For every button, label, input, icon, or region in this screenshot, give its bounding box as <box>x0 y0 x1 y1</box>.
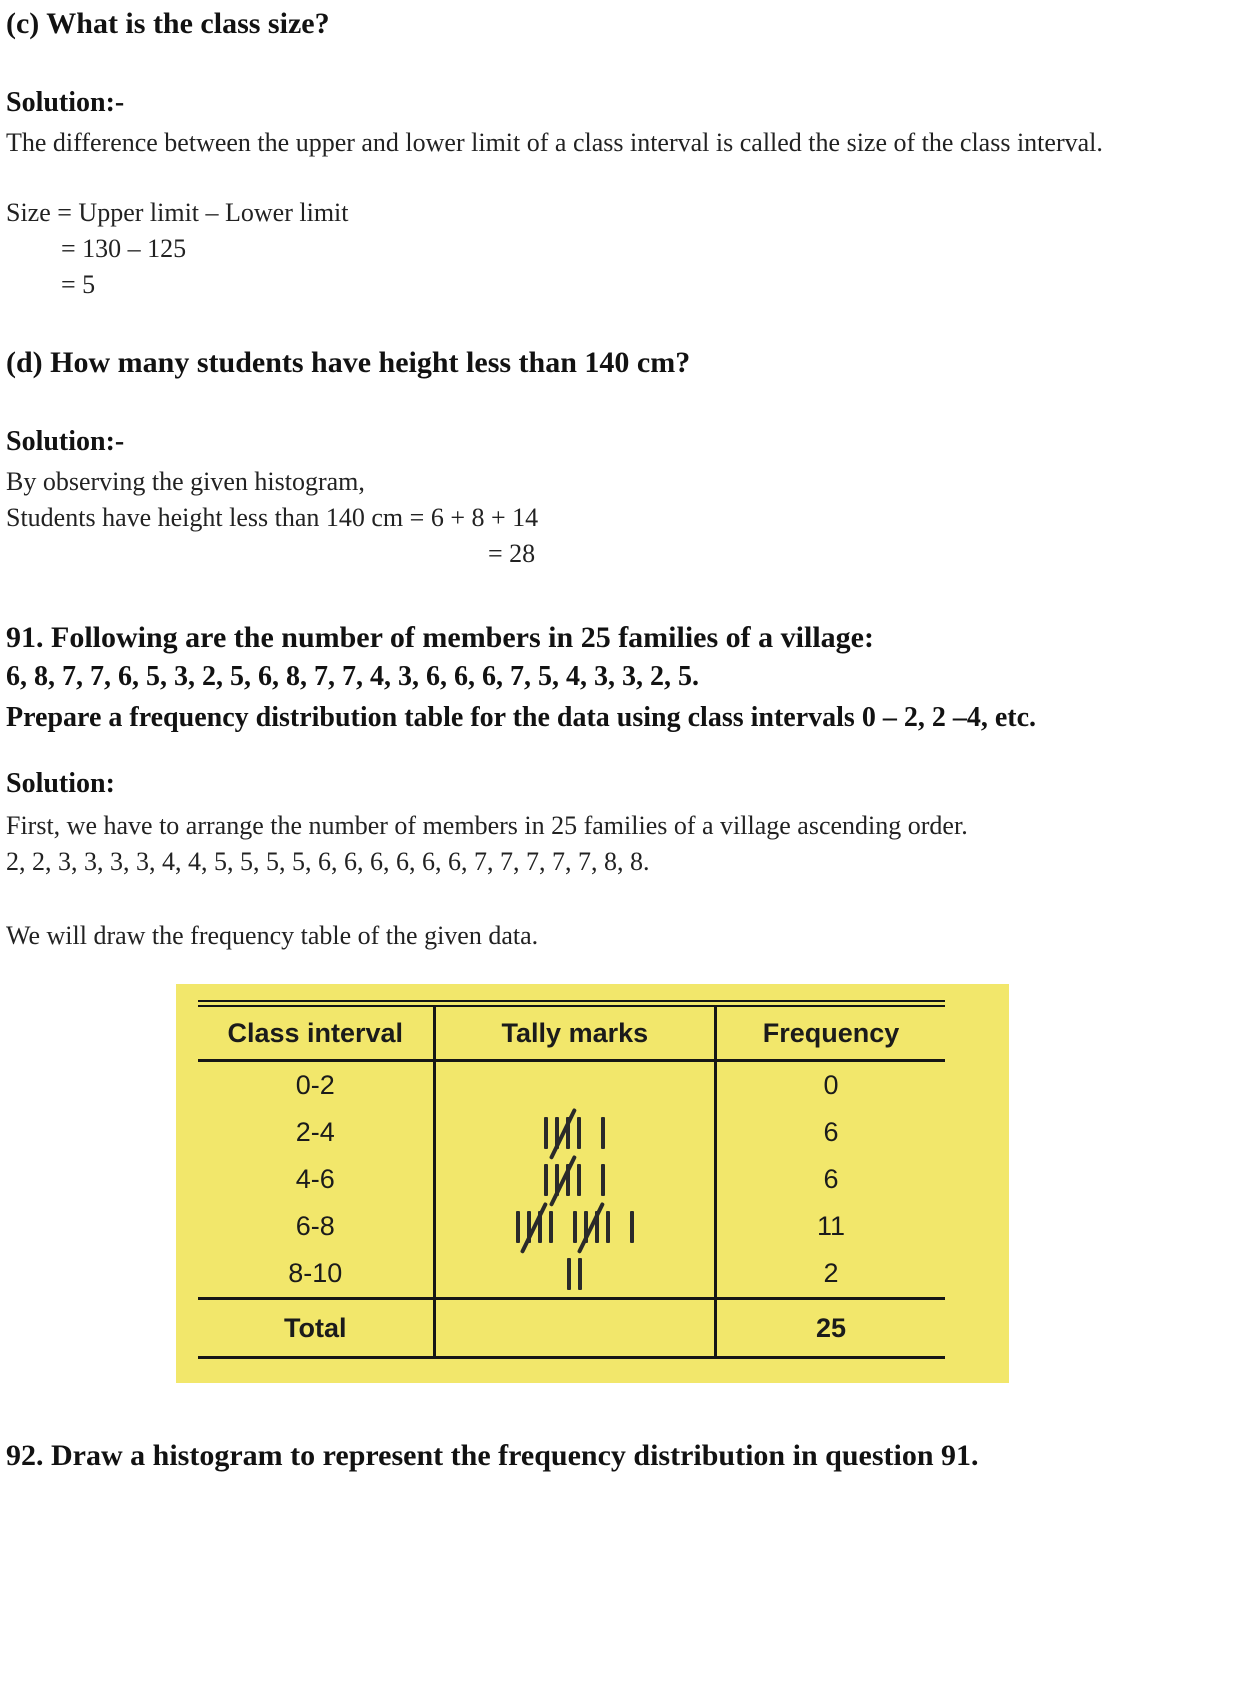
question-91-instruction: Prepare a frequency distribution table for the data using class intervals 0 – 2, 2 –4, etc. <box>6 701 1036 733</box>
tally-group-icon <box>571 1211 612 1243</box>
size-calc-line-1: = 130 – 125 <box>61 234 187 263</box>
solution-c-paragraph: The difference between the upper and lower limit of a class interval is called the size of the class interval. <box>6 128 1103 157</box>
class-interval-cell: 8-10 <box>288 1258 343 1289</box>
tally-group-icon <box>514 1211 555 1243</box>
table-total-row <box>198 1297 945 1359</box>
frequency-cell: 2 <box>823 1258 839 1289</box>
frequency-cell: 6 <box>823 1164 839 1195</box>
total-value-cell: 25 <box>816 1312 847 1343</box>
tally-marks-cell <box>433 1203 718 1250</box>
class-interval-cell: 4-6 <box>295 1164 335 1195</box>
table-row <box>198 1109 945 1156</box>
question-92-heading: 92. Draw a histogram to represent the frequency distribution in question 91. <box>6 1439 979 1473</box>
tally-group-icon <box>599 1164 607 1196</box>
tally-group-icon <box>565 1258 584 1290</box>
solution-c-label: Solution:- <box>6 87 125 118</box>
tally-marks-cell <box>433 1062 718 1109</box>
frequency-table-grid <box>198 1000 945 1359</box>
solution-d-label: Solution:- <box>6 426 125 457</box>
tally-group-icon <box>599 1117 607 1149</box>
tally-group-icon <box>542 1117 583 1149</box>
question-d-heading: (d) How many students have height less than 140 cm? <box>6 346 691 379</box>
frequency-cell: 6 <box>823 1117 839 1148</box>
class-interval-cell: 6-8 <box>295 1211 335 1242</box>
draw-table-line: We will draw the frequency table of the given data. <box>6 921 539 951</box>
height-result-line: = 28 <box>488 539 536 568</box>
question-c-heading: (c) What is the class size? <box>6 7 330 40</box>
table-header-row <box>198 1007 945 1062</box>
tally-marks-cell <box>433 1250 718 1297</box>
solution-91-label: Solution: <box>6 768 115 800</box>
size-calc-line-2: = 5 <box>61 270 96 299</box>
table-row <box>198 1203 945 1250</box>
total-tally-cell <box>433 1300 718 1356</box>
table-row <box>198 1062 945 1109</box>
header-frequency: Frequency <box>762 1017 900 1048</box>
arrange-ascending-line: First, we have to arrange the number of members in 25 families of a village ascending order. <box>6 811 968 841</box>
frequency-cell: 0 <box>823 1070 839 1101</box>
size-formula-line: Size = Upper limit – Lower limit <box>6 198 349 227</box>
table-row <box>198 1250 945 1297</box>
height-sum-line: Students have height less than 140 cm = 6 + 8 + 14 <box>6 503 539 532</box>
total-label-cell: Total <box>284 1312 347 1343</box>
header-tally-marks: Tally marks <box>433 1007 718 1059</box>
frequency-table <box>176 984 1009 1383</box>
sorted-data-line: 2, 2, 3, 3, 3, 3, 4, 4, 5, 5, 5, 5, 6, 6, 6, 6, 6, 6, 7, 7, 7, 7, 7, 8, 8. <box>6 847 650 877</box>
observe-histogram-line: By observing the given histogram, <box>6 467 365 496</box>
tally-group-icon <box>628 1211 636 1243</box>
frequency-cell: 11 <box>817 1211 846 1242</box>
header-class-interval: Class interval <box>227 1017 404 1048</box>
table-row <box>198 1156 945 1203</box>
tally-group-icon <box>542 1164 583 1196</box>
class-interval-cell: 2-4 <box>295 1117 335 1148</box>
class-interval-cell: 0-2 <box>295 1070 335 1101</box>
question-91-data-line: 6, 8, 7, 7, 6, 5, 3, 2, 5, 6, 8, 7, 7, 4, 3, 6, 6, 6, 7, 5, 4, 3, 3, 2, 5. <box>6 661 699 692</box>
tally-marks-cell <box>433 1156 718 1203</box>
tally-marks-cell <box>433 1109 718 1156</box>
question-91-heading: 91. Following are the number of members in 25 families of a village: <box>6 621 874 654</box>
